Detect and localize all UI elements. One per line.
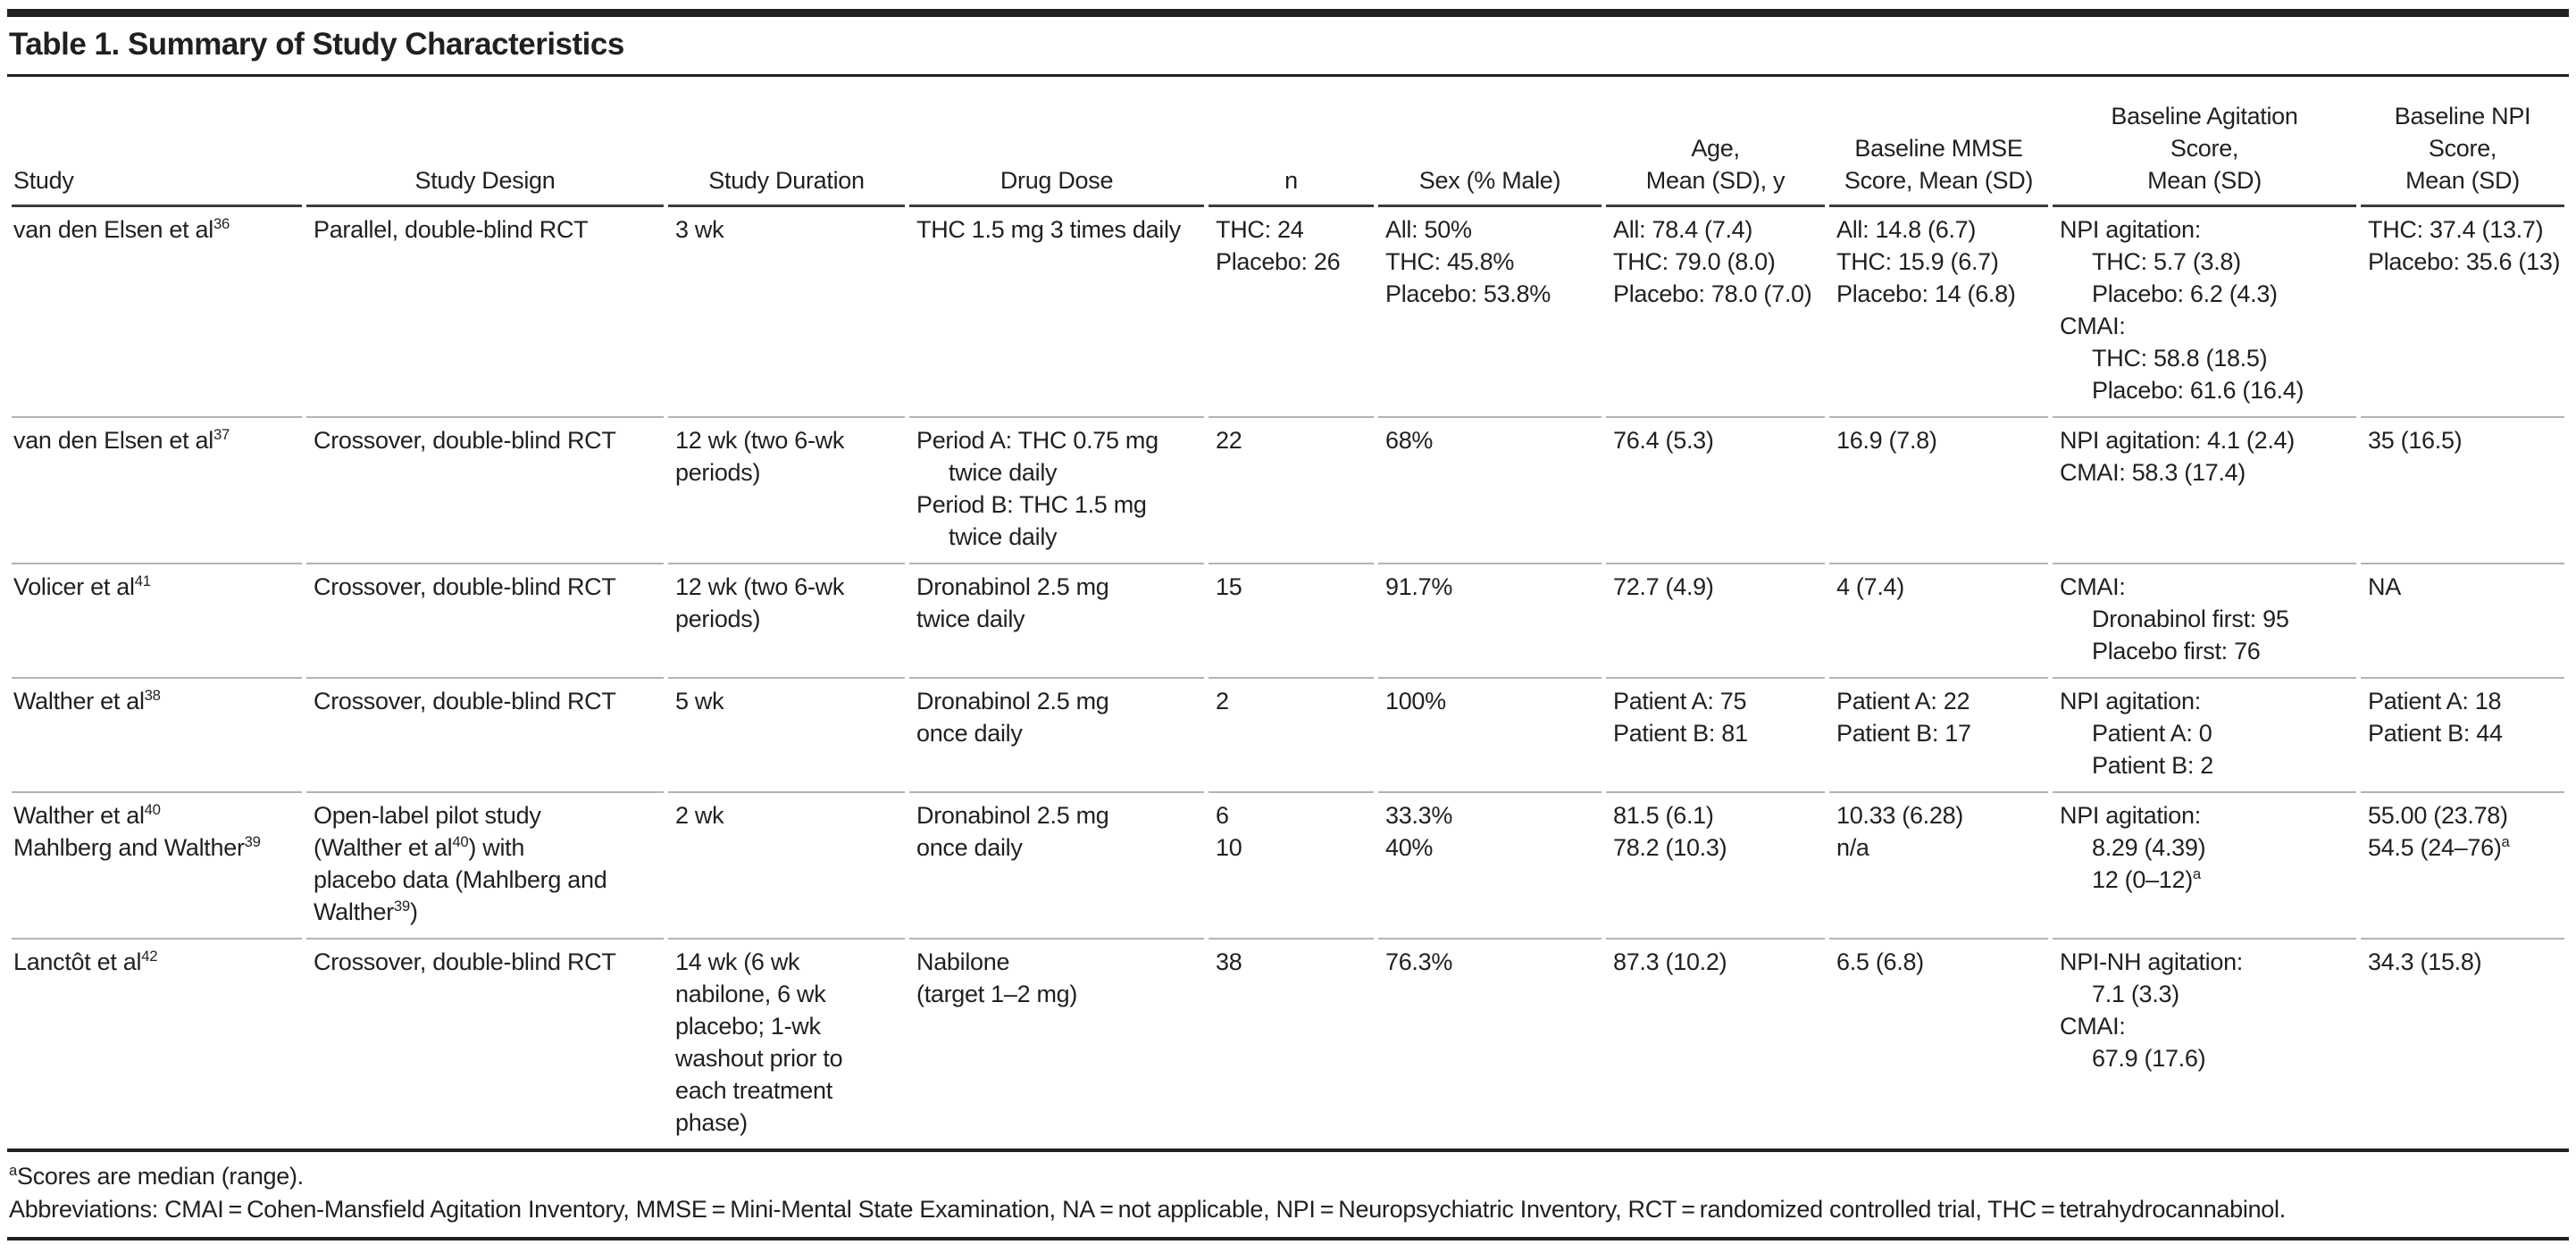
cell-agitation — [2053, 418, 2356, 564]
cell-line: 34.3 (15.8) — [2368, 948, 2482, 975]
superscript: 40 — [452, 833, 469, 850]
cell-design — [306, 207, 664, 418]
superscript: a — [2192, 865, 2201, 882]
cell-line: All: 50% — [1385, 216, 1472, 243]
header-line: Sex (% Male) — [1418, 167, 1561, 194]
superscript: 42 — [141, 948, 158, 965]
cell-line: 3 wk — [675, 216, 724, 243]
cell-line: THC: 15.9 (6.7) — [1836, 248, 1999, 275]
column-header-npi — [2361, 77, 2564, 207]
cell-line: THC 1.5 mg 3 times daily — [916, 216, 1181, 243]
header-line: Baseline Agitation — [2111, 103, 2298, 129]
cell-line: 78.2 (10.3) — [1613, 834, 1727, 861]
cell-line: each treatment — [675, 1077, 832, 1104]
cell-line: Placebo: 53.8% — [1385, 280, 1551, 307]
superscript: 36 — [213, 215, 230, 232]
cell-line: Mahlberg and Walther$^{39}$ — [13, 833, 261, 861]
cell-mmse — [1829, 679, 2048, 793]
header-line: Study Design — [414, 167, 556, 194]
footnote-line: Abbreviations: CMAI = Cohen-Mansfield Agitation Inventory, MMSE = Mini-Mental State Examination, NA = not applicable, NPI = Neuropsychiatric Inventory, RCT = randomized controlled trial, THC = tetrahydrocannabinol. — [9, 1196, 2286, 1223]
cell-line: nabilone, 6 wk — [675, 981, 826, 1007]
header-line: Study Duration — [708, 167, 865, 194]
cell-line: 40% — [1385, 834, 1434, 861]
footnote-line: $^a$Scores are median (range). — [9, 1162, 304, 1190]
cell-line: Patient B: 2 — [2092, 752, 2213, 779]
cell-mmse — [1829, 940, 2048, 1149]
header-line: Age, — [1691, 135, 1740, 162]
cell-duration — [668, 679, 905, 793]
cell-line: 2 wk — [675, 802, 724, 829]
cell-line: twice daily — [949, 459, 1058, 486]
cell-design — [306, 793, 664, 940]
cell-line: 76.4 (5.3) — [1613, 427, 1714, 454]
cell-line: Placebo: 6.2 (4.3) — [2092, 280, 2278, 307]
table-header — [12, 77, 2564, 207]
cell-age — [1606, 793, 1825, 940]
cell-line: Patient A: 18 — [2368, 688, 2502, 714]
cell-line: Walther et $al^{40}$ — [13, 801, 161, 829]
table-row — [12, 793, 2564, 940]
cell-sex — [1378, 564, 1602, 679]
superscript: 41 — [134, 572, 151, 589]
cell-line: Placebo: 78.0 (7.0) — [1613, 280, 1812, 307]
cell-line: 87.3 (10.2) — [1613, 948, 1727, 975]
cell-dose — [909, 207, 1204, 418]
cell-line: 12 wk (two 6-wk — [675, 427, 845, 454]
table-row — [12, 564, 2564, 679]
cell-line: 81.5 (6.1) — [1613, 802, 1714, 829]
cell-line: CMAI: 58.3 (17.4) — [2060, 459, 2246, 486]
cell-agitation — [2053, 564, 2356, 679]
cell-line: CMAI: — [2060, 313, 2126, 339]
cell-line: THC: 5.7 (3.8) — [2092, 248, 2241, 275]
cell-duration — [668, 940, 905, 1149]
footnote-bottom-rule — [7, 1237, 2569, 1240]
cell-line: 6 — [1216, 802, 1229, 829]
header-line: Score, Mean (SD) — [1844, 167, 2034, 194]
cell-line: Period A: THC 0.75 mg — [916, 427, 1158, 454]
cell-line: Dronabinol 2.5 mg — [916, 802, 1109, 829]
cell-line: 14 wk (6 wk — [675, 948, 800, 975]
cell-line: THC: 24 — [1216, 216, 1304, 243]
cell-npi — [2361, 564, 2564, 679]
cell-line: Placebo first: 76 — [2092, 638, 2261, 664]
cell-line: 5 wk — [675, 688, 724, 714]
cell-line: Nabilone — [916, 948, 1010, 975]
cell-age — [1606, 207, 1825, 418]
table-title: Table 1. Summary of Study Characteristics — [9, 27, 624, 62]
cell-line: Dronabinol 2.5 mg — [916, 688, 1109, 714]
cell-mmse — [1829, 564, 2048, 679]
cell-study — [12, 793, 302, 940]
cell-line: 72.7 (4.9) — [1613, 573, 1714, 600]
superscript: 40 — [144, 801, 161, 818]
cell-mmse — [1829, 418, 2048, 564]
cell-line: NPI-NH agitation: — [2060, 948, 2243, 975]
superscript: a — [9, 1162, 18, 1179]
cell-line: Walther$^{39}$) — [314, 898, 418, 925]
cell-line: Patient A: 0 — [2092, 720, 2212, 747]
superscript: 38 — [144, 687, 161, 704]
cell-line: Crossover, double-blind RCT — [314, 573, 616, 600]
cell-line: Patient B: 44 — [2368, 720, 2503, 747]
header-line: Baseline MMSE — [1854, 135, 2023, 162]
cell-n — [1209, 679, 1374, 793]
cell-line: CMAI: — [2060, 1013, 2126, 1040]
header-line: n — [1284, 167, 1298, 194]
cell-line: twice daily — [949, 523, 1058, 550]
cell-study — [12, 940, 302, 1149]
cell-sex — [1378, 940, 1602, 1149]
cell-line: 12 wk (two 6-wk — [675, 573, 845, 600]
cell-line: Placebo: 35.6 (13) — [2368, 248, 2561, 275]
cell-line: van den Elsen et $al^{36}$ — [13, 215, 230, 243]
cell-sex — [1378, 418, 1602, 564]
cell-study — [12, 207, 302, 418]
column-header-agitation — [2053, 77, 2356, 207]
cell-line: THC: 79.0 (8.0) — [1613, 248, 1776, 275]
cell-line: 54.5 $(24-76)^a$ — [2368, 833, 2510, 861]
header-line: Score, — [2170, 135, 2239, 162]
column-header-age — [1606, 77, 1825, 207]
cell-line: All: 78.4 (7.4) — [1613, 216, 1753, 243]
cell-study — [12, 679, 302, 793]
cell-line: NPI agitation: — [2060, 216, 2201, 243]
cell-line: 33.3% — [1385, 802, 1453, 829]
cell-line: 12 $(0-12)^a$ — [2092, 865, 2201, 893]
cell-line: CMAI: — [2060, 573, 2126, 600]
cell-line: Patient A: 22 — [1836, 688, 1970, 714]
cell-line: 6.5 (6.8) — [1836, 948, 1924, 975]
cell-dose — [909, 679, 1204, 793]
cell-line: Placebo: 14 (6.8) — [1836, 280, 2016, 307]
header-line: Score, — [2428, 135, 2497, 162]
cell-npi — [2361, 418, 2564, 564]
cell-age — [1606, 418, 1825, 564]
study-table — [7, 77, 2569, 1149]
table-row — [12, 679, 2564, 793]
cell-dose — [909, 564, 1204, 679]
cell-line: 76.3% — [1385, 948, 1453, 975]
cell-line: 91.7% — [1385, 573, 1453, 600]
superscript: 39 — [393, 898, 410, 915]
column-header-dose — [909, 77, 1204, 207]
cell-line: THC: 45.8% — [1385, 248, 1515, 275]
cell-line: 2 — [1216, 688, 1229, 714]
cell-design — [306, 564, 664, 679]
cell-line: 55.00 (23.78) — [2368, 802, 2508, 829]
cell-line: Dronabinol 2.5 mg — [916, 573, 1109, 600]
cell-line: Open-label pilot study — [314, 802, 541, 829]
cell-line: van den Elsen et $al^{37}$ — [13, 426, 230, 454]
cell-line: 15 — [1216, 573, 1242, 600]
cell-n — [1209, 418, 1374, 564]
cell-line: 16.9 (7.8) — [1836, 427, 1937, 454]
superscript: 37 — [213, 426, 230, 443]
cell-agitation — [2053, 793, 2356, 940]
cell-line: 22 — [1216, 427, 1242, 454]
cell-n — [1209, 793, 1374, 940]
cell-line: 68% — [1385, 427, 1434, 454]
cell-sex — [1378, 207, 1602, 418]
cell-agitation — [2053, 207, 2356, 418]
cell-n — [1209, 940, 1374, 1149]
cell-line: THC: 58.8 (18.5) — [2092, 345, 2268, 372]
superscript: 39 — [244, 833, 261, 850]
header-line: Baseline NPI — [2394, 103, 2531, 129]
header-line: Mean (SD) — [2405, 167, 2520, 194]
cell-npi — [2361, 940, 2564, 1149]
cell-line: placebo data (Mahlberg and — [314, 866, 607, 893]
cell-duration — [668, 207, 905, 418]
cell-line: periods) — [675, 606, 761, 632]
cell-mmse — [1829, 793, 2048, 940]
cell-line: 100% — [1385, 688, 1446, 714]
cell-line: once daily — [916, 720, 1023, 747]
cell-line: (target 1–2 mg) — [916, 981, 1078, 1007]
cell-line: NA — [2368, 573, 2401, 600]
column-header-study — [12, 77, 302, 207]
superscript: a — [2501, 833, 2510, 850]
column-header-n — [1209, 77, 1374, 207]
column-header-mmse — [1829, 77, 2048, 207]
cell-line: Volicer et $al^{41}$ — [13, 572, 151, 600]
cell-sex — [1378, 679, 1602, 793]
cell-line: Parallel, double-blind RCT — [314, 216, 589, 243]
cell-line: Placebo: 26 — [1216, 248, 1341, 275]
cell-study — [12, 418, 302, 564]
table-row — [12, 940, 2564, 1149]
cell-line: Crossover, double-blind RCT — [314, 688, 616, 714]
cell-line: Crossover, double-blind RCT — [314, 427, 616, 454]
cell-line: 38 — [1216, 948, 1242, 975]
header-row — [12, 77, 2564, 207]
cell-line: Placebo: 61.6 (16.4) — [2092, 377, 2304, 404]
cell-duration — [668, 418, 905, 564]
cell-line: NPI agitation: 4.1 (2.4) — [2060, 427, 2295, 454]
cell-age — [1606, 564, 1825, 679]
cell-line: Period B: THC 1.5 mg — [916, 491, 1147, 518]
cell-dose — [909, 793, 1204, 940]
cell-line: 4 (7.4) — [1836, 573, 1904, 600]
cell-agitation — [2053, 940, 2356, 1149]
cell-line: 35 (16.5) — [2368, 427, 2463, 454]
footnotes — [7, 1152, 2569, 1237]
cell-line: n/a — [1836, 834, 1869, 861]
cell-line: 10 — [1216, 834, 1242, 861]
cell-line: periods) — [675, 459, 761, 486]
cell-line: All: 14.8 (6.7) — [1836, 216, 1977, 243]
column-header-sex — [1378, 77, 1602, 207]
cell-mmse — [1829, 207, 2048, 418]
cell-line: Dronabinol first: 95 — [2092, 606, 2289, 632]
cell-line: (Walther et $al^{40}$) with — [314, 833, 525, 861]
table-top-rule — [7, 9, 2569, 17]
cell-line: NPI agitation: — [2060, 688, 2201, 714]
cell-sex — [1378, 793, 1602, 940]
cell-line: THC: 37.4 (13.7) — [2368, 216, 2544, 243]
header-line: Drug Dose — [999, 167, 1114, 194]
table-row — [12, 418, 2564, 564]
cell-line: once daily — [916, 834, 1023, 861]
cell-line: Walther et $al^{38}$ — [13, 687, 161, 714]
cell-study — [12, 564, 302, 679]
cell-line: washout prior to — [675, 1045, 843, 1072]
cell-line: Patient B: 17 — [1836, 720, 1971, 747]
cell-line: 8.29 (4.39) — [2092, 834, 2206, 861]
cell-duration — [668, 793, 905, 940]
cell-npi — [2361, 679, 2564, 793]
cell-dose — [909, 418, 1204, 564]
cell-age — [1606, 940, 1825, 1149]
cell-age — [1606, 679, 1825, 793]
table-body — [12, 207, 2564, 1149]
cell-duration — [668, 564, 905, 679]
cell-design — [306, 940, 664, 1149]
cell-line: twice daily — [916, 606, 1025, 632]
cell-agitation — [2053, 679, 2356, 793]
cell-line: 67.9 (17.6) — [2092, 1045, 2206, 1072]
cell-line: Patient A: 75 — [1613, 688, 1747, 714]
cell-line: phase) — [675, 1109, 748, 1136]
cell-line: 7.1 (3.3) — [2092, 981, 2179, 1007]
cell-design — [306, 418, 664, 564]
cell-design — [306, 679, 664, 793]
column-header-duration — [668, 77, 905, 207]
cell-line: 10.33 (6.28) — [1836, 802, 1963, 829]
cell-line: placebo; 1-wk — [675, 1013, 821, 1040]
column-header-design — [306, 77, 664, 207]
cell-line: Lanctôt et $al^{42}$ — [13, 948, 158, 975]
header-line: Mean (SD) — [2147, 167, 2262, 194]
cell-line: Patient B: 81 — [1613, 720, 1748, 747]
cell-line: Crossover, double-blind RCT — [314, 948, 616, 975]
cell-dose — [909, 940, 1204, 1149]
header-line: Mean (SD), y — [1645, 167, 1786, 194]
cell-n — [1209, 564, 1374, 679]
header-line: Study — [13, 167, 74, 194]
cell-npi — [2361, 207, 2564, 418]
cell-npi — [2361, 793, 2564, 940]
table-row — [12, 207, 2564, 418]
cell-n — [1209, 207, 1374, 418]
cell-line: NPI agitation: — [2060, 802, 2201, 829]
